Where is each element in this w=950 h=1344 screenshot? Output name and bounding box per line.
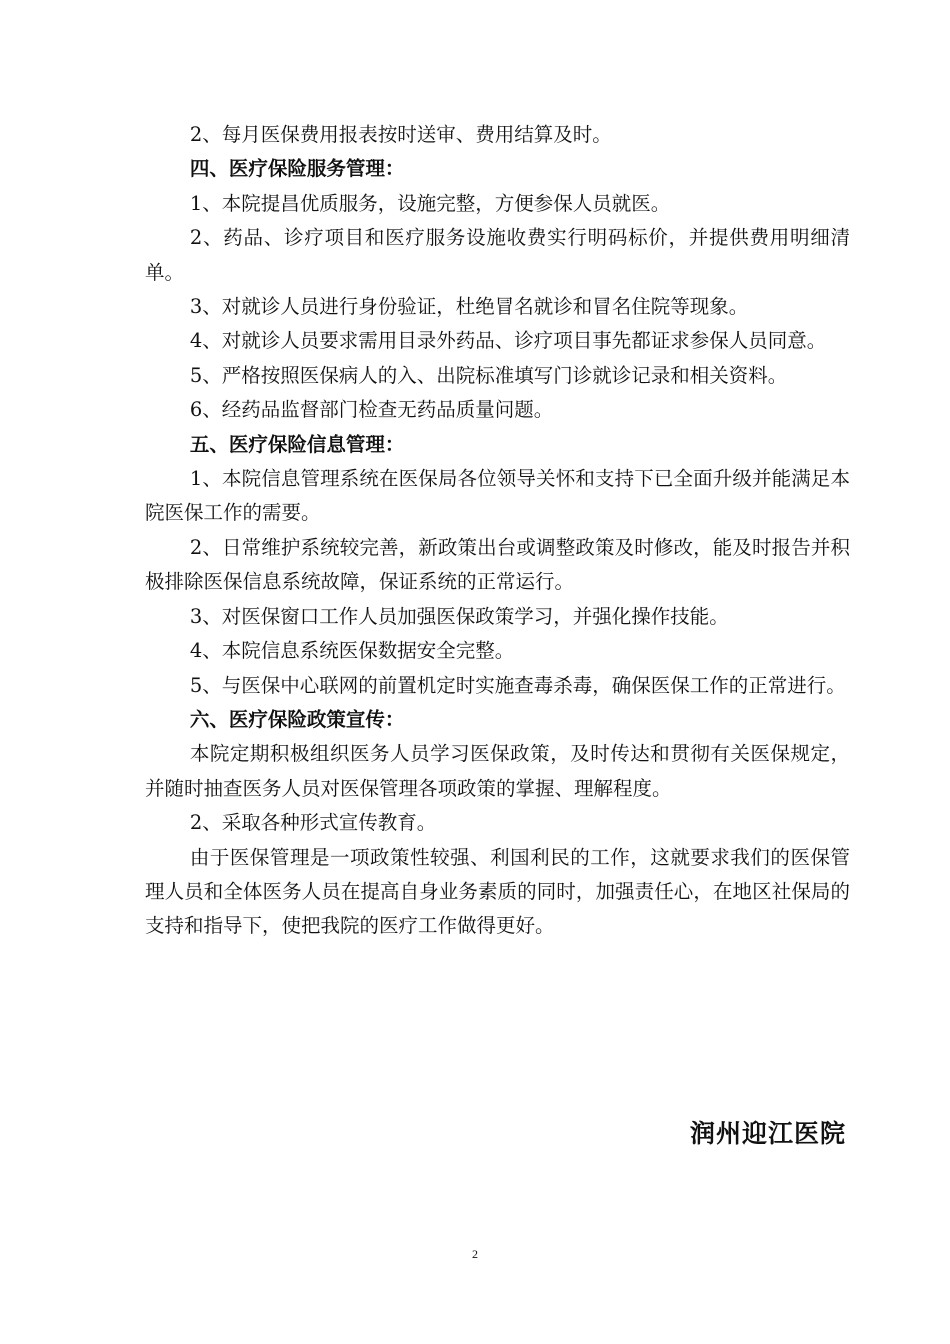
paragraph: 3、对就诊人员进行身份验证，杜绝冒名就诊和冒名住院等现象。 xyxy=(189,295,749,319)
paragraph: 3、对医保窗口工作人员加强医保政策学习，并强化操作技能。 xyxy=(189,604,729,628)
paragraph: 本院定期积极组织医务人员学习医保政策，及时传达和贯彻有关医保规定，并随时抽查医务人员对医保管理各项政策的掌握、理解程度。 xyxy=(145,742,850,800)
paragraph: 4、对就诊人员要求需用目录外药品、诊疗项目事先都证求参保人员同意。 xyxy=(189,329,827,353)
paragraph: 由于医保管理是一项政策性较强、利国利民的工作，这就要求我们的医保管理人员和全体医务人员在提高自身业务素质的同时，加强责任心，在地区社保局的支持和指导下，使把我院的医疗工作做得更好。 xyxy=(145,845,850,938)
paragraph: 6、经药品监督部门检查无药品质量问题。 xyxy=(189,398,554,422)
section-heading: 五、医疗保险信息管理： xyxy=(189,432,405,456)
section-heading: 六、医疗保险政策宣传： xyxy=(189,707,405,731)
paragraph: 1、本院提昌优质服务，设施完整，方便参保人员就医。 xyxy=(189,191,671,215)
paragraph: 2、药品、诊疗项目和医疗服务设施收费实行明码标价，并提供费用明细清单。 xyxy=(145,226,850,284)
section-heading: 四、医疗保险服务管理： xyxy=(189,157,405,181)
paragraph: 2、采取各种形式宣传教育。 xyxy=(189,811,437,835)
page-number: 2 xyxy=(472,1247,478,1261)
paragraph: 5、与医保中心联网的前置机定时实施查毒杀毒，确保医保工作的正常进行。 xyxy=(189,673,846,697)
paragraph: 5、严格按照医保病人的入、出院标准填写门诊就诊记录和相关资料。 xyxy=(189,363,788,387)
paragraph: 4、本院信息系统医保数据安全完整。 xyxy=(189,639,515,663)
paragraph: 1、本院信息管理系统在医保局各位领导关怀和支持下已全面升级并能满足本院医保工作的需要。 xyxy=(145,467,850,525)
signature: 润州迎江医院 xyxy=(689,1119,846,1148)
paragraph: 2、每月医保费用报表按时送审、费用结算及时。 xyxy=(189,123,612,146)
paragraph: 2、日常维护系统较完善，新政策出台或调整政策及时修改，能及时报告并积极排除医保信息系统故障，保证系统的正常运行。 xyxy=(145,535,850,594)
document-body xyxy=(145,118,850,944)
